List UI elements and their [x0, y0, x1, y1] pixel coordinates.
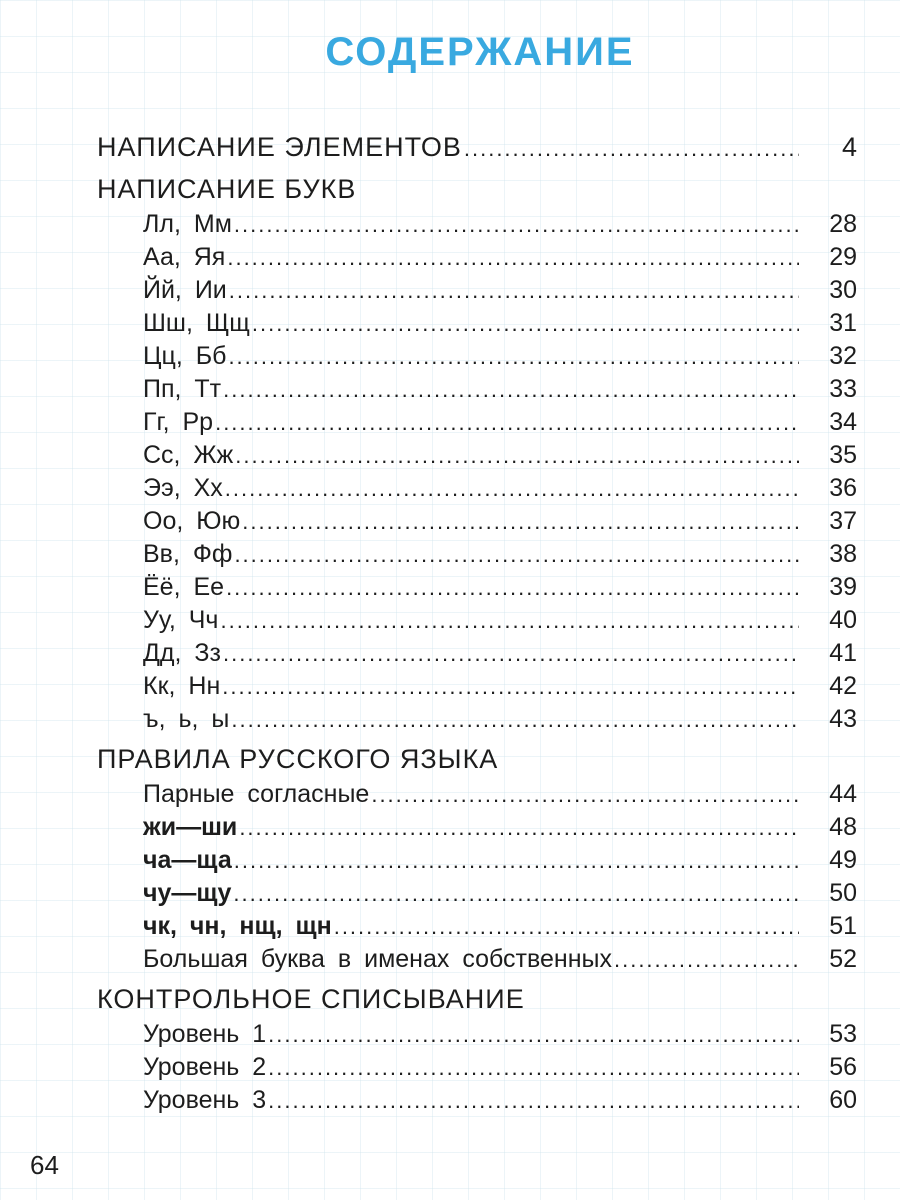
toc-entry — [97, 573, 857, 606]
entry-label: Дд, Зз — [143, 639, 221, 667]
entry-page: 35 — [829, 441, 857, 469]
page-number: 64 — [30, 1150, 59, 1180]
dot-leader — [225, 476, 799, 502]
section-label: НАПИСАНИЕ ЭЛЕМЕНТОВ — [97, 132, 462, 162]
toc-entry — [97, 540, 857, 573]
dot-leader — [239, 815, 799, 841]
toc-entry — [97, 276, 857, 309]
dot-leader — [268, 1055, 799, 1081]
entry-label: Парные согласные — [143, 780, 370, 808]
toc-entry — [97, 342, 857, 375]
entry-label: Уровень 3 — [143, 1086, 267, 1114]
toc-entry — [97, 672, 857, 705]
dot-leader — [235, 443, 799, 469]
toc-entry — [97, 813, 857, 846]
page-title: СОДЕРЖАНИЕ — [325, 30, 635, 74]
table-of-contents — [97, 132, 857, 1119]
entry-label: Пп, Тт — [143, 375, 222, 403]
section-label: ПРАВИЛА РУССКОГО ЯЗЫКА — [97, 744, 499, 774]
entry-page: 36 — [829, 474, 857, 502]
dot-leader — [228, 344, 799, 370]
entry-label: Шш, Щщ — [143, 309, 250, 337]
dot-leader — [223, 641, 799, 667]
entry-page: 37 — [829, 507, 857, 535]
entry-page: 43 — [829, 705, 857, 733]
toc-entry — [97, 879, 857, 912]
entry-label: Ээ, Хх — [143, 474, 223, 502]
entry-page: 49 — [829, 846, 857, 874]
dot-leader — [234, 212, 799, 238]
toc-entry — [97, 507, 857, 540]
entry-label: Аа, Яя — [143, 243, 226, 271]
entry-page: 41 — [829, 639, 857, 667]
entry-page: 32 — [829, 342, 857, 370]
entry-page: 52 — [829, 945, 857, 973]
dot-leader — [268, 1088, 799, 1114]
toc-entry — [97, 780, 857, 813]
toc-entry — [97, 912, 857, 945]
toc-entry — [97, 210, 857, 243]
dot-leader — [231, 707, 799, 733]
entry-page: 50 — [829, 879, 857, 907]
dot-leader — [222, 674, 799, 700]
dot-leader — [233, 881, 799, 907]
entry-label: Лл, Мм — [143, 210, 232, 238]
dot-leader — [334, 914, 799, 940]
toc-entry — [97, 846, 857, 879]
toc-section-copying — [97, 984, 857, 1020]
entry-label: чк, чн, нщ, щн — [143, 912, 332, 940]
section-label: НАПИСАНИЕ БУКВ — [97, 174, 357, 204]
entry-page: 31 — [829, 309, 857, 337]
entry-label: Ёё, Ее — [143, 573, 225, 601]
entry-page: 56 — [829, 1053, 857, 1081]
toc-entry — [97, 1086, 857, 1119]
entry-label: Большая буква в именах собственных — [143, 945, 612, 973]
dot-leader — [252, 311, 799, 337]
toc-entry — [97, 945, 857, 978]
entry-page: 42 — [829, 672, 857, 700]
entry-label: Уровень 1 — [143, 1020, 267, 1048]
dot-leader — [614, 947, 799, 973]
toc-entry — [97, 441, 857, 474]
dot-leader — [371, 782, 799, 808]
toc-entry — [97, 639, 857, 672]
toc-section-elements — [97, 132, 857, 168]
toc-entry — [97, 474, 857, 507]
dot-leader — [220, 608, 799, 634]
toc-entry — [97, 606, 857, 639]
entry-label: Оо, Юю — [143, 507, 241, 535]
dot-leader — [215, 410, 799, 436]
toc-section-letters — [97, 174, 857, 210]
dot-leader — [223, 377, 799, 403]
entry-page: 53 — [829, 1020, 857, 1048]
dot-leader — [227, 245, 799, 271]
dot-leader — [234, 848, 799, 874]
entry-label: ча—ща — [143, 846, 232, 874]
entry-page: 30 — [829, 276, 857, 304]
entry-page: 28 — [829, 210, 857, 238]
dot-leader — [242, 509, 799, 535]
toc-entry — [97, 1020, 857, 1053]
entry-page: 34 — [829, 408, 857, 436]
dot-leader — [226, 575, 799, 601]
entry-page: 44 — [829, 780, 857, 808]
entry-label: ъ, ь, ы — [143, 705, 230, 733]
toc-entry — [97, 309, 857, 342]
entry-label: Уу, Чч — [143, 606, 219, 634]
entry-page: 39 — [829, 573, 857, 601]
entry-label: чу—щу — [143, 879, 232, 907]
toc-entry — [97, 408, 857, 441]
dot-leader — [464, 136, 799, 162]
section-label: КОНТРОЛЬНОЕ СПИСЫВАНИЕ — [97, 984, 525, 1014]
toc-entry — [97, 243, 857, 276]
toc-section-rules — [97, 744, 857, 780]
toc-entry — [97, 1053, 857, 1086]
entry-label: Йй, Ии — [143, 276, 227, 304]
dot-leader — [229, 278, 799, 304]
dot-leader — [234, 542, 799, 568]
entry-label: жи—ши — [143, 813, 238, 841]
dot-leader — [268, 1022, 799, 1048]
entry-label: Уровень 2 — [143, 1053, 267, 1081]
entry-page: 48 — [829, 813, 857, 841]
toc-entry — [97, 375, 857, 408]
entry-page: 51 — [829, 912, 857, 940]
entry-page: 33 — [829, 375, 857, 403]
entry-page: 38 — [829, 540, 857, 568]
entry-label: Цц, Бб — [143, 342, 227, 370]
entry-label: Кк, Нн — [143, 672, 221, 700]
entry-label: Гг, Рр — [143, 408, 214, 436]
entry-label: Вв, Фф — [143, 540, 233, 568]
section-page: 4 — [841, 132, 857, 162]
entry-page: 29 — [829, 243, 857, 271]
toc-entry — [97, 705, 857, 738]
entry-page: 60 — [829, 1086, 857, 1114]
entry-page: 40 — [829, 606, 857, 634]
entry-label: Сс, Жж — [143, 441, 234, 469]
